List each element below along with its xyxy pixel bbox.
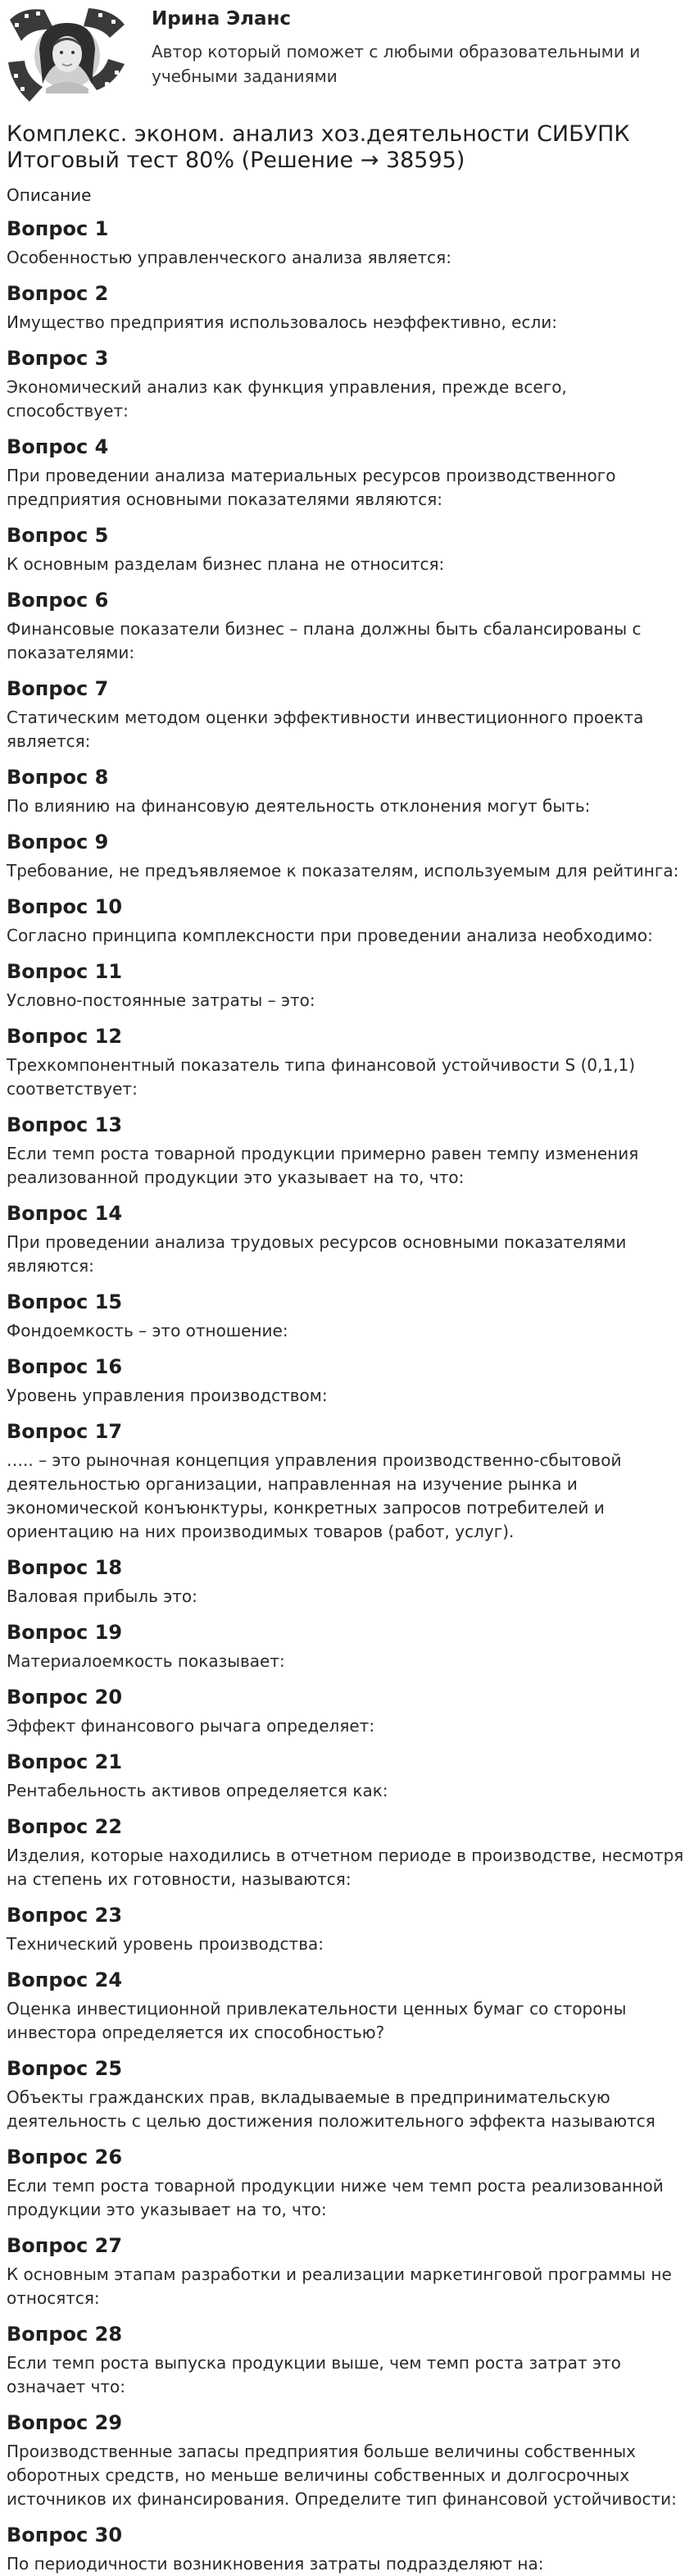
question-text: Оценка инвестиционной привлекательности ценных бумаг со стороны инвестора определяется их способностью? [7,1999,627,2042]
question-text: Материалоемкость показывает: [7,1651,285,1671]
question-item [7,765,687,818]
question-item [7,830,687,883]
question-item [7,2145,687,2222]
question-title: Вопрос 2 [7,282,109,305]
question-item [7,1750,687,1803]
question-title: Вопрос 28 [7,2323,123,2346]
question-title: Вопрос 29 [7,2411,123,2434]
question-text: Фондоемкость – это отношение: [7,1321,288,1340]
question-item [7,2523,687,2576]
question-item [7,2233,687,2310]
question-title: Вопрос 7 [7,677,109,700]
description-label: Описание [7,185,92,205]
question-title: Вопрос 10 [7,895,123,918]
question-text: Уровень управления производством: [7,1386,328,1405]
question-item [7,894,687,948]
question-text: Финансовые показатели бизнес – плана должны быть сбалансированы с показателями: [7,619,642,662]
question-title: Вопрос 22 [7,1815,123,1838]
question-text: По влиянию на финансовую деятельность отклонения могут быть: [7,796,591,816]
question-text: ….. – это рыночная концепция управления производственно-сбытовой деятельностью организации, направленная на изучение рынка и экономической конъюнктуры, конкретных запросов потребителей и ориентацию на них производимых товаров (работ, услуг). [7,1450,622,1541]
question-text: Требование, не предъявляемое к показателям, используемым для рейтинга: [7,861,679,881]
question-text: Объекты гражданских прав, вкладываемые в предпринимательскую деятельность с целью достижения положительного эффекта называются [7,2087,655,2131]
question-title: Вопрос 16 [7,1355,123,1378]
question-title: Вопрос 24 [7,1968,123,1991]
question-item [7,1555,687,1609]
question-title: Вопрос 11 [7,960,123,983]
question-title: Вопрос 17 [7,1420,123,1443]
question-item [7,1113,687,1190]
question-title: Вопрос 6 [7,589,109,612]
question-item [7,676,687,753]
question-text: Технический уровень производства: [7,1934,324,1954]
question-text: Если темп роста товарной продукции ниже чем темп роста реализованной продукции это указывает на то, что: [7,2176,664,2219]
question-title: Вопрос 26 [7,2146,123,2169]
question-title: Вопрос 21 [7,1750,123,1773]
question-text: При проведении анализа трудовых ресурсов основными показателями являются: [7,1232,627,1276]
question-item [7,2322,687,2399]
question-text: Согласно принципа комплексности при проведении анализа необходимо: [7,926,653,945]
question-title: Вопрос 9 [7,831,109,853]
question-item [7,1685,687,1738]
question-text: Рентабельность активов определяется как: [7,1781,388,1800]
question-item [7,1968,687,2045]
question-item [7,1024,687,1101]
question-title: Вопрос 12 [7,1025,123,1048]
question-item [7,2410,687,2511]
question-item [7,1903,687,1956]
author-name[interactable]: Ирина Эланс [152,8,292,30]
author-header [0,0,694,113]
question-text: При проведении анализа материальных ресурсов производственного предприятия основными показателями являются: [7,466,616,509]
question-title: Вопрос 20 [7,1686,123,1709]
question-text: Изделия, которые находились в отчетном периоде в производстве, несмотря на степень их готовности, называются: [7,1846,684,1889]
question-text: Особенностью управленческого анализа является: [7,248,451,267]
question-item [7,2056,687,2133]
question-item [7,1419,687,1544]
question-text: По периодичности возникновения затраты подразделяют на: [7,2554,544,2574]
question-item [7,346,687,423]
question-text: Если темп роста товарной продукции примерно равен темпу изменения реализованной продукции это указывает на то, что: [7,1144,639,1187]
question-item [7,1354,687,1408]
question-text: К основным разделам бизнес плана не относится: [7,554,445,574]
author-avatar[interactable] [7,5,128,107]
question-title: Вопрос 23 [7,1904,123,1927]
question-title: Вопрос 27 [7,2234,123,2257]
question-text: Статическим методом оценки эффективности инвестиционного проекта является: [7,708,644,751]
question-item [7,216,687,270]
question-item [7,435,687,512]
question-text: Если темп роста выпуска продукции выше, чем темп роста затрат это означает что: [7,2353,621,2396]
question-title: Вопрос 8 [7,766,109,789]
page-title: Комплекс. эконом. анализ хоз.деятельности СИБУПК Итоговый тест 80% (Решение → 38595) [7,121,630,173]
question-title: Вопрос 13 [7,1113,123,1136]
question-title: Вопрос 4 [7,435,109,458]
question-item [7,1620,687,1673]
question-title: Вопрос 5 [7,524,109,547]
question-title: Вопрос 25 [7,2057,123,2080]
question-item [7,281,687,335]
question-text: Производственные запасы предприятия больше величины собственных оборотных средств, но меньше величины собственных и долгосрочных источников их финансирования. Определите тип финансовой устойчивости: [7,2442,677,2509]
question-item [7,1201,687,1278]
author-description: Автор который поможет с любыми образовательными и учебными заданиями [152,42,641,86]
question-title: Вопрос 3 [7,347,109,370]
question-title: Вопрос 14 [7,1202,123,1225]
question-title: Вопрос 30 [7,2524,123,2546]
question-item [7,1290,687,1343]
question-text: Эффект финансового рычага определяет: [7,1716,375,1736]
question-title: Вопрос 19 [7,1621,123,1644]
question-text: Имущество предприятия использовалось неэффективно, если: [7,312,557,332]
question-title: Вопрос 18 [7,1556,123,1579]
question-text: К основным этапам разработки и реализации маркетинговой программы не относятся: [7,2264,672,2308]
question-item [7,523,687,576]
question-text: Экономический анализ как функция управления, прежде всего, способствует: [7,377,567,421]
question-title: Вопрос 1 [7,217,109,240]
question-item [7,588,687,665]
question-text: Трехкомпонентный показатель типа финансовой устойчивости S (0,1,1) соответствует: [7,1055,636,1099]
question-item [7,959,687,1013]
question-title: Вопрос 15 [7,1290,123,1313]
question-item [7,1814,687,1891]
question-text: Валовая прибыль это: [7,1586,197,1606]
question-list [7,216,687,2576]
question-text: Условно-постоянные затраты – это: [7,990,315,1010]
